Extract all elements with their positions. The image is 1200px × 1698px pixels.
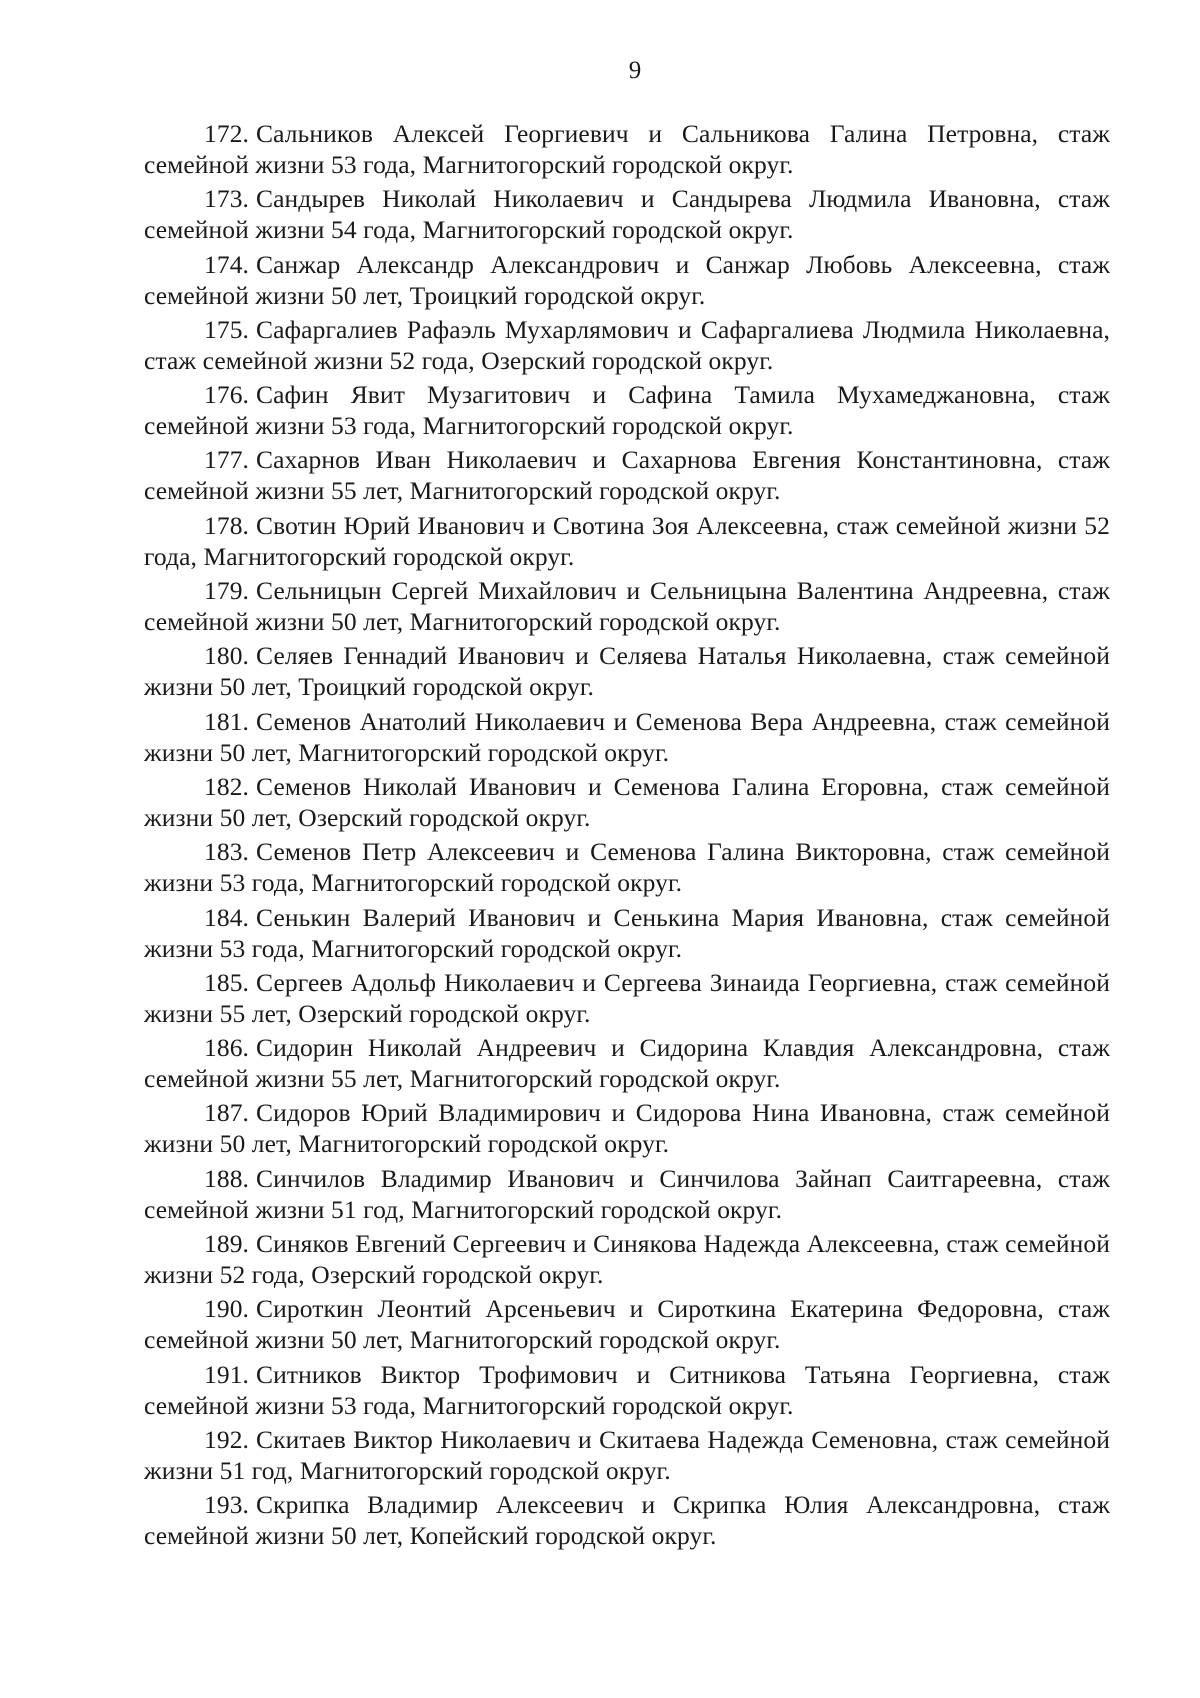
entry-number: 192. (204, 1424, 250, 1454)
entry-number: 175. (204, 314, 250, 344)
entry-number: 181. (204, 706, 250, 736)
entry-text: Санжар Александр Александрович и Санжар Любовь Алексеевна, стаж семейной жизни 50 лет, Троицкий городской округ. (144, 249, 1110, 310)
entry-text: Сидоров Юрий Владимирович и Сидорова Нина Ивановна, стаж семейной жизни 50 лет, Магнитогорский городской округ. (144, 1098, 1110, 1159)
entry-number: 174. (204, 249, 250, 279)
list-item (144, 1228, 1110, 1290)
entry-number: 191. (204, 1359, 250, 1389)
entry-text: Сергеев Адольф Николаевич и Сергеева Зинаида Георгиевна, стаж семейной жизни 55 лет, Озерский городской округ. (144, 967, 1110, 1028)
list-item (144, 1032, 1110, 1094)
entry-text: Сахарнов Иван Николаевич и Сахарнова Евгения Константиновна, стаж семейной жизни 55 лет, Магнитогорский городской округ. (144, 445, 1110, 506)
entry-text: Сенькин Валерий Иванович и Сенькина Мария Ивановна, стаж семейной жизни 53 года, Магнитогорский городской округ. (144, 902, 1110, 963)
list-item (144, 575, 1110, 637)
entry-text: Синяков Евгений Сергеевич и Синякова Надежда Алексеевна, стаж семейной жизни 52 года, Озерский городской округ. (144, 1229, 1110, 1290)
entry-text: Семенов Петр Алексеевич и Семенова Галина Викторовна, стаж семейной жизни 53 года, Магнитогорский городской округ. (144, 837, 1110, 898)
entry-number: 172. (204, 119, 250, 148)
entry-text: Сельницын Сергей Михайлович и Сельницына Валентина Андреевна, стаж семейной жизни 50 лет, Магнитогорский городской округ. (144, 576, 1110, 637)
entry-text: Скрипка Владимир Алексеевич и Скрипка Юлия Александровна, стаж семейной жизни 50 лет, Копейский городской округ. (144, 1490, 1110, 1551)
entry-list (144, 118, 1110, 1555)
entry-text: Семенов Николай Иванович и Семенова Галина Егоровна, стаж семейной жизни 50 лет, Озерский городской округ. (144, 771, 1110, 832)
list-item (144, 183, 1110, 245)
list-item (144, 836, 1110, 898)
entry-text: Сальников Алексей Георгиевич и Сальникова Галина Петровна, стаж семейной жизни 53 года, Магнитогорский городской округ. (144, 119, 1110, 179)
list-item (144, 118, 1110, 180)
entry-text: Свотин Юрий Иванович и Свотина Зоя Алексеевна, стаж семейной жизни 52 года, Магнитогорский городской округ. (144, 510, 1110, 571)
entry-number: 186. (204, 1033, 250, 1063)
list-item (144, 902, 1110, 964)
list-item (144, 1163, 1110, 1225)
list-item (144, 510, 1110, 572)
entry-text: Синчилов Владимир Иванович и Синчилова Зайнап Саитгареевна, стаж семейной жизни 51 год, Магнитогорский городской округ. (144, 1163, 1110, 1224)
entry-number: 188. (204, 1163, 250, 1193)
entry-number: 183. (204, 837, 250, 867)
list-item (144, 1424, 1110, 1486)
list-item (144, 771, 1110, 833)
entry-number: 185. (204, 967, 250, 997)
entry-text: Ситников Виктор Трофимович и Ситникова Татьяна Георгиевна, стаж семейной жизни 53 года, Магнитогорский городской округ. (144, 1359, 1110, 1420)
list-item (144, 379, 1110, 441)
list-item (144, 1097, 1110, 1159)
list-item (144, 444, 1110, 506)
entry-text: Семенов Анатолий Николаевич и Семенова Вера Андреевна, стаж семейной жизни 50 лет, Магнитогорский городской округ. (144, 706, 1110, 767)
entry-number: 173. (204, 184, 250, 214)
entry-text: Сидорин Николай Андреевич и Сидорина Клавдия Александровна, стаж семейной жизни 55 лет, Магнитогорский городской округ. (144, 1033, 1110, 1094)
entry-number: 190. (204, 1294, 250, 1324)
entry-text: Селяев Геннадий Иванович и Селяева Наталья Николаевна, стаж семейной жизни 50 лет, Троицкий городской округ. (144, 641, 1110, 702)
entry-number: 177. (204, 445, 250, 475)
entry-text: Сафин Явит Музагитович и Сафина Тамила Мухамеджановна, стаж семейной жизни 53 года, Магнитогорский городской округ. (144, 380, 1110, 441)
entry-number: 184. (204, 902, 250, 932)
list-item (144, 249, 1110, 311)
entry-number: 176. (204, 380, 250, 410)
entry-number: 193. (204, 1490, 250, 1520)
entry-number: 182. (204, 771, 250, 801)
entry-number: 179. (204, 576, 250, 606)
entry-number: 187. (204, 1098, 250, 1128)
entry-number: 180. (204, 641, 250, 671)
entry-number: 178. (204, 510, 250, 540)
page-number: 9 (628, 57, 642, 84)
entry-text: Сироткин Леонтий Арсеньевич и Сироткина Екатерина Федоровна, стаж семейной жизни 50 лет, Магнитогорский городской округ. (144, 1294, 1110, 1355)
entry-number: 189. (204, 1229, 250, 1259)
list-item (144, 706, 1110, 768)
entry-text: Скитаев Виктор Николаевич и Скитаева Надежда Семеновна, стаж семейной жизни 51 год, Магнитогорский городской округ. (144, 1424, 1110, 1485)
entry-text: Сандырев Николай Николаевич и Сандырева Людмила Ивановна, стаж семейной жизни 54 года, Магнитогорский городской округ. (144, 184, 1110, 245)
list-item (144, 1293, 1110, 1355)
list-item (144, 640, 1110, 702)
entry-text: Сафаргалиев Рафаэль Мухарлямович и Сафаргалиева Людмила Николаевна, стаж семейной жизни 52 года, Озерский городской округ. (144, 314, 1110, 375)
list-item (144, 1489, 1110, 1551)
list-item (144, 314, 1110, 376)
list-item (144, 1359, 1110, 1421)
list-item (144, 967, 1110, 1029)
